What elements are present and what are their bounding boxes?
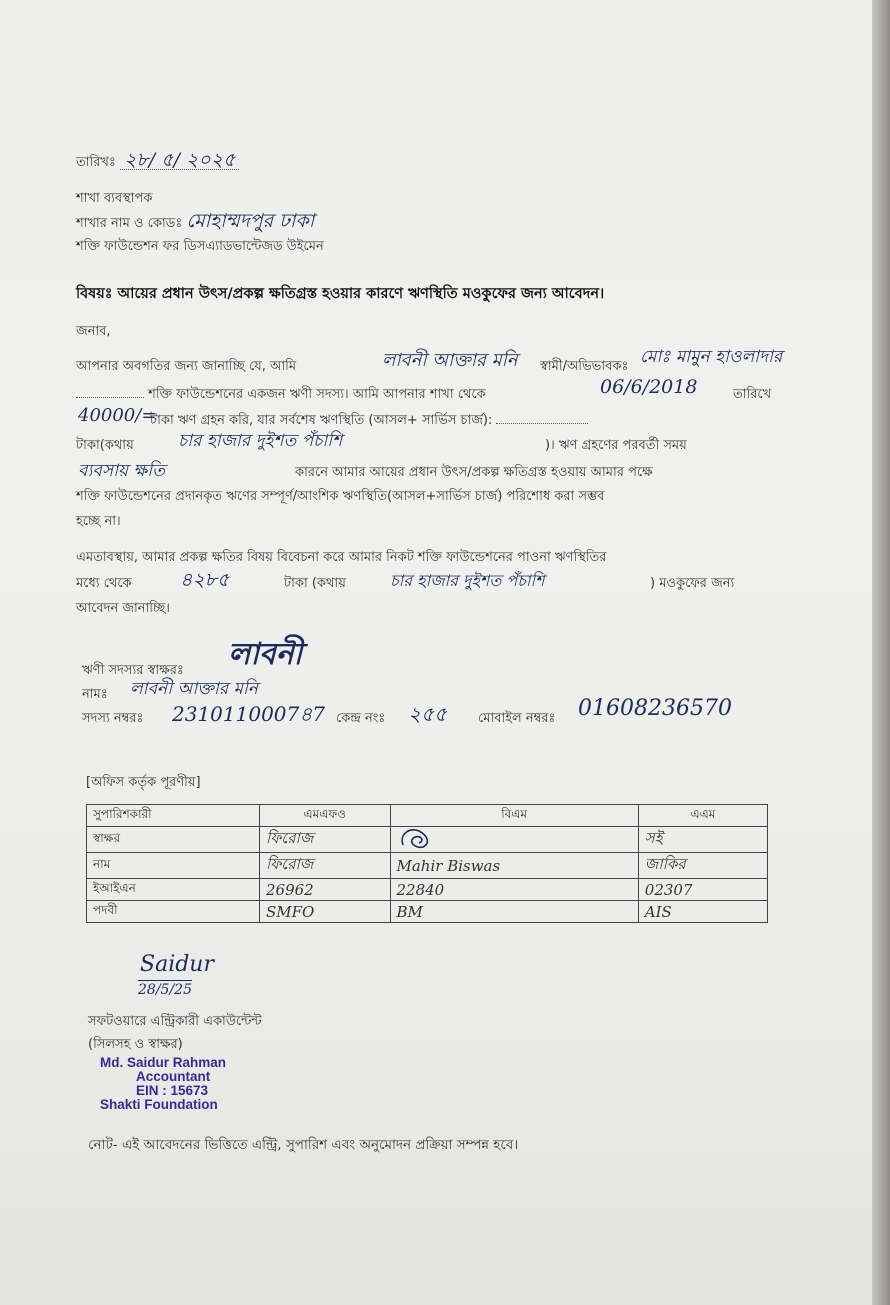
branch-line [76,212,314,233]
table-row [87,827,768,853]
bm-designation: BM [390,901,638,923]
para2-line2-b: টাকা (কথায় [284,576,346,591]
table-row [87,853,768,879]
header-bm: বিএম [390,805,638,827]
para1-l3-text: টাকা ঋণ গ্রহন করি, যার সর্বশেষ ঋণস্থিতি (আসল+ সার্ভিস চার্জ): [150,413,493,428]
date-label: তারিখঃ [76,155,116,170]
para1-line7: হচ্ছে না। [76,514,121,529]
bm-signature [390,827,638,853]
mfo-name: ফিরোজ [260,853,391,879]
accountant-signature: Saidur [140,952,214,977]
seal-org: Shakti Foundation [100,1097,218,1112]
waiver-words: চার হাজার দুইশত পঁচাশি [390,571,545,590]
am-name: জাকির [638,853,767,879]
para1-line6: শক্তি ফাউন্ডেশনের প্রদানকৃত ঋণের সম্পূর্ণ/আংশিক ঋণস্থিতি(আসল+সার্ভিস চার্জ) পরিশোধ করা সম্ভব [76,489,605,504]
salutation: জনাব, [76,324,111,339]
para1-l2-text-a: শক্তি ফাউন্ডেশনের একজন ঋণী সদস্য। আমি আপনার শাখা থেকে [148,387,486,402]
member-signature: লাবনী [228,637,303,672]
page-edge [872,0,890,1305]
branch-label: শাখার নাম ও কোডঃ [76,216,183,231]
guardian-name: মোঃ মামুন হাওলাদার [640,347,783,367]
para1-line5: কারনে আমার আয়ের প্রধান উৎস/প্রকল্প ক্ষতিগ্রস্ত হওয়ায় আমার পক্ষে [295,465,653,480]
row-label-ein: ইআইএন [87,879,260,901]
waiver-amount: ৪২৮৫ [180,569,230,591]
loan-date-suffix: তারিখে [733,387,772,402]
center-number: ২৫৫ [408,702,447,726]
mfo-signature: ফিরোজ [260,827,391,853]
para2-line3: আবেদন জানাচ্ছি। [76,601,170,616]
bm-scribble [397,827,437,849]
para1-line4-label: টাকা(কথায় [76,438,134,453]
mobile-label: মোবাইল নম্বরঃ [478,711,556,726]
office-table [86,804,768,923]
balance-dots [496,423,588,424]
branch-dots [76,397,144,398]
office-caption: [অফিস কর্তৃক পূরণীয়] [86,775,201,790]
para2-line2-a: মধ্যে থেকে [76,576,132,591]
member-number: 2310110007৪7 [172,702,325,726]
loan-amount: 40000/= [78,405,157,426]
row-label-signature: স্বাক্ষর [87,827,260,853]
seal-ein: EIN : 15673 [136,1083,209,1098]
guardian-label: স্বামী/অভিভাবকঃ [540,359,629,374]
balance-words: চার হাজার দুইশত পঁচাশি [178,431,343,451]
seal-name: Md. Saidur Rahman [100,1055,227,1070]
header-mfo: এমএফও [260,805,391,827]
loan-date: 06/6/2018 [600,376,698,398]
para1-l1-text-a: আপনার অবগতির জন্য জানাচ্ছি যে, আমি [76,359,297,374]
am-designation: AIS [638,901,767,923]
row-label-designation: পদবী [87,901,260,923]
table-row [87,901,768,923]
accountant-seal [100,1056,226,1112]
loss-reason: ব্যবসায় ক্ষতি [78,461,165,481]
member-signature-label: ঋণী সদস্যর স্বাক্ষরঃ [82,663,184,678]
mfo-ein: 26962 [260,879,391,901]
date-line [76,151,239,172]
applicant-name: লাবনী আক্তার মনি [382,350,518,371]
bm-name: Mahir Biswas [390,853,638,879]
center-label: কেন্দ্র নংঃ [336,711,386,726]
row-label-name: নাম [87,853,260,879]
seal-role: Accountant [136,1069,211,1084]
recipient-line-1: শাখা ব্যবস্থাপক [76,191,153,206]
accountant-sign-date: 28/5/25 [138,982,192,998]
member-number-label: সদস্য নম্বরঃ [82,711,144,726]
am-signature: সই [638,827,767,853]
date-value: ২৮/ ৫/ ২০২৫ [120,151,239,170]
am-ein: 02307 [638,879,767,901]
branch-value: মোহাম্মদপুর ঢাকা [186,210,315,232]
subject-line: বিষয়ঃ আয়ের প্রধান উৎস/প্রকল্প ক্ষতিগ্রস্ত হওয়ার কারণে ঋণস্থিতি মওকুফের জন্য আবেদন। [76,286,605,302]
para2-line1: এমতাবস্থায়, আমার প্রকল্প ক্ষতির বিষয় বিবেচনা করে আমার নিকট শক্তি ফাউন্ডেশনের পাওনা ঋণস্থিতির [76,550,607,565]
mobile-number: 01608236570 [578,696,732,721]
header-recommender: সুপারিশকারী [87,805,260,827]
para2-line2-c: ) মওকুফের জন্য [650,576,735,591]
member-name: লাবনী আক্তার মনি [130,679,258,699]
table-row [87,879,768,901]
accountant-sub: (সিলসহ ও স্বাক্ষর) [88,1037,183,1052]
accountant-title: সফটওয়ারে এন্ট্রিকারী একাউন্টেন্ট [88,1014,262,1029]
office-header-row [87,805,768,827]
organization-line: শক্তি ফাউন্ডেশন ফর ডিসএ্যাডভান্টেজড উইমেন [76,239,324,254]
header-am: এএম [638,805,767,827]
para1-line1 [76,358,296,376]
para1-line4-suffix: )। ঋণ গ্রহণের পরবর্তী সময় [545,438,687,453]
bm-ein: 22840 [390,879,638,901]
member-name-label: নামঃ [82,687,108,702]
para1-line2 [76,386,486,404]
mfo-designation: SMFO [260,901,391,923]
footer-note: নোট- এই আবেদনের ভিত্তিতে এন্ট্রি, সুপারিশ এবং অনুমোদন প্রক্রিয়া সম্পন্ন হবে। [88,1137,519,1153]
